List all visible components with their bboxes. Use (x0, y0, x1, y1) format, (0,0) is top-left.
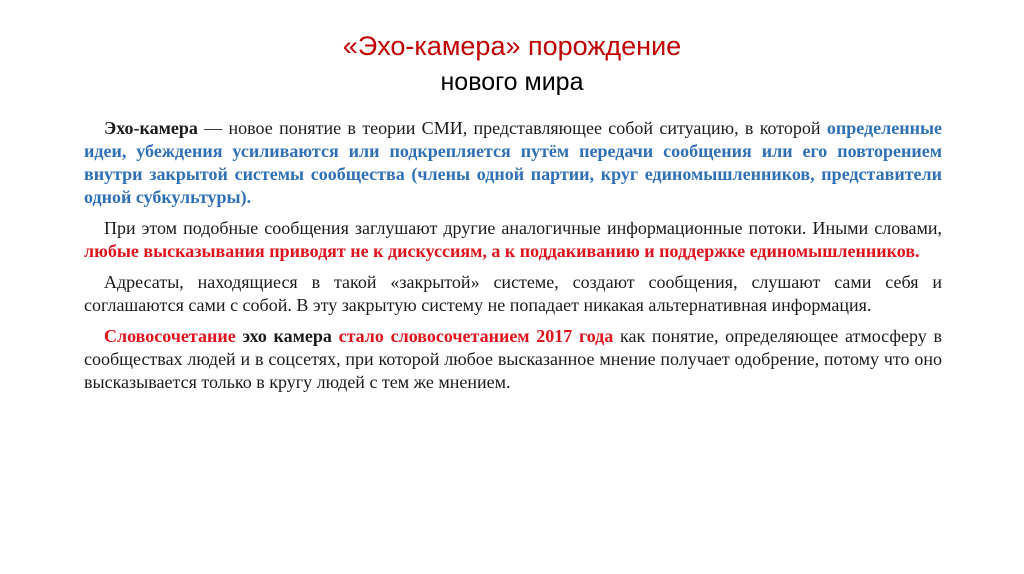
red-highlight-text: любые высказывания приводят не к дискуссиям, а к поддакиванию и поддержке единомышленников. (84, 241, 920, 261)
paragraph-text: Адресаты, находящиеся в такой «закрытой» системе, создают сообщения, слушают сами себя и соглашаются сами с собой. В эту закрытую систему не попадает никакая альтернативная информация. (84, 272, 942, 315)
paragraph-addressees (84, 271, 942, 317)
title-line-1: «Эхо-камера» порождение (342, 31, 682, 61)
paragraph-text: — новое понятие в теории СМИ, представляющее собой ситуацию, в которой (197, 118, 827, 138)
slide-title (0, 28, 1024, 100)
paragraph-text: При этом подобные сообщения заглушают другие аналогичные информационные потоки. Иными словами, (104, 218, 942, 238)
title-line-2: нового мира (440, 68, 584, 96)
term-echo-chamber: эхо камера (235, 326, 339, 346)
paragraph-definition (84, 117, 942, 209)
blue-highlight-text: определенные идеи, убеждения усиливаются или подкрепляется путём передачи сообщения или его повторением внутри закрытой системы сообщества (члены одной партии, круг единомышленников, представители одной субкультуры). (84, 118, 942, 207)
paragraph-text: как понятие, определяющее атмосферу в сообществах людей и в соцсетях, при которой любое высказанное мнение получает одобрение, потому что оно высказывается только в кругу людей с тем же мнением. (84, 326, 943, 392)
red-highlight-text: стало словосочетанием 2017 года (338, 326, 614, 346)
term-echo-chamber: Эхо-камера (104, 118, 198, 138)
paragraph-consequence (84, 217, 942, 263)
red-highlight-text: Словосочетание (104, 326, 236, 346)
paragraph-word-of-year (84, 325, 942, 394)
slide-body (84, 117, 942, 402)
